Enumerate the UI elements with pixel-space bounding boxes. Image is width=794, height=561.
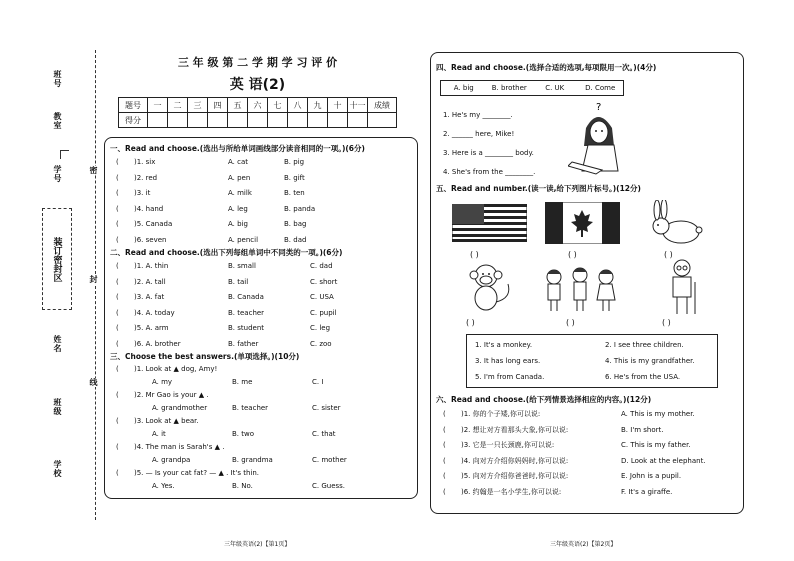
- question-text: )3. it: [134, 189, 151, 197]
- footer-page1: 三年级英语(2)【第1页】: [224, 541, 291, 548]
- option-a: A. leg: [228, 204, 248, 213]
- answer-paren[interactable]: (: [443, 487, 446, 496]
- option-d: D. Come: [585, 84, 616, 92]
- score-value-cell[interactable]: [328, 113, 348, 128]
- section5-heading: 五、Read and number.(读一读,给下列图片标号。)(12分): [436, 184, 641, 193]
- question-text: )5. 向对方介绍你爸爸时,你可以说:: [461, 472, 569, 480]
- option-b: B. bag: [284, 220, 307, 228]
- score-value-cell[interactable]: [248, 113, 268, 128]
- score-header-cell: 题号: [119, 98, 148, 113]
- answer-paren[interactable]: (: [116, 173, 119, 182]
- option-c: C. sister: [312, 404, 341, 412]
- score-header-cell: 二: [168, 98, 188, 113]
- grandfather-picture: [665, 258, 699, 316]
- section2-heading: 二、Read and choose.(选出下列每组单词中不同类的一项。)(6分): [110, 248, 343, 257]
- question-text: )2. Mr Gao is your ▲ .: [134, 391, 209, 399]
- answer-paren[interactable]: (: [116, 324, 119, 332]
- option-c: C. pupil: [310, 308, 337, 317]
- question-text: )4. A. today: [134, 308, 175, 317]
- answer-paren[interactable]: (: [443, 456, 446, 465]
- usa-flag-picture: [452, 204, 527, 242]
- s5-sentence-5: 5. I'm from Canada.: [475, 373, 545, 381]
- s4-item-4: 4. She's from the ________.: [443, 168, 536, 176]
- question-text: )1. 你的个子矮,你可以说:: [461, 410, 541, 418]
- score-header-cell: 十: [328, 98, 348, 113]
- answer-option: E. John is a pupil.: [621, 472, 682, 480]
- option-a: A. big: [228, 220, 248, 228]
- option-c: C. that: [312, 430, 336, 438]
- answer-paren[interactable]: (: [443, 441, 446, 449]
- s5-paren-4[interactable]: ( ): [466, 318, 475, 327]
- answer-option: B. I'm short.: [621, 425, 664, 434]
- option-a: A. milk: [228, 189, 252, 197]
- score-value-cell[interactable]: [148, 113, 168, 128]
- score-header-cell: 八: [288, 98, 308, 113]
- score-header-cell: 五: [228, 98, 248, 113]
- score-header-cell: 成绩: [368, 98, 397, 113]
- score-value-cell[interactable]: [188, 113, 208, 128]
- s4-item-1: 1. He's my ________.: [443, 111, 513, 119]
- answer-option: C. This is my father.: [621, 441, 691, 449]
- s5-sentence-1: 1. It's a monkey.: [475, 341, 533, 349]
- option-b: B. student: [228, 324, 265, 332]
- score-header-cell: 十一: [348, 98, 368, 113]
- answer-paren[interactable]: (: [116, 339, 119, 348]
- answer-paren[interactable]: (: [116, 308, 119, 317]
- option-b: B. ten: [284, 189, 305, 197]
- option-b: B. me: [232, 378, 253, 386]
- answer-paren[interactable]: (: [116, 220, 119, 228]
- question-text: )5. — Is your cat fat? — ▲ . It's thin.: [134, 469, 259, 477]
- answer-option: D. Look at the elephant.: [621, 456, 706, 465]
- question-text: )5. Canada: [134, 220, 173, 228]
- option-c: C. I: [312, 378, 324, 386]
- option-c: C. leg: [310, 324, 331, 332]
- option-c: C. USA: [310, 293, 334, 301]
- section5-sentence-box: [466, 334, 718, 388]
- score-header-cell: 七: [268, 98, 288, 113]
- option-c: C. zoo: [310, 339, 332, 348]
- binding-word-1: 密: [89, 166, 98, 175]
- option-b: B. gift: [284, 173, 305, 182]
- answer-paren[interactable]: (: [116, 204, 119, 213]
- answer-paren[interactable]: (: [443, 472, 446, 480]
- score-value-cell[interactable]: [168, 113, 188, 128]
- answer-paren[interactable]: (: [116, 262, 119, 270]
- seal-box: [42, 208, 72, 310]
- s5-sentence-2: 2. I see three children.: [605, 341, 684, 349]
- s5-sentence-6: 6. He's from the USA.: [605, 373, 681, 381]
- answer-paren[interactable]: (: [443, 410, 446, 418]
- s5-paren-1[interactable]: ( ): [470, 250, 479, 259]
- option-b: B. father: [228, 339, 259, 348]
- option-b: B. pig: [284, 158, 305, 166]
- svg-text:?: ?: [596, 102, 602, 113]
- option-a: A. cat: [228, 158, 248, 166]
- option-b: B. No.: [232, 482, 253, 490]
- s5-paren-2[interactable]: ( ): [568, 250, 577, 259]
- s5-sentence-3: 3. It has long ears.: [475, 357, 541, 365]
- option-c: C. dad: [310, 262, 333, 270]
- option-a: A. my: [152, 378, 173, 386]
- answer-paren[interactable]: (: [116, 443, 119, 451]
- exam-title: 三 年 级 第 二 学 期 学 习 评 价: [177, 56, 338, 69]
- answer-paren[interactable]: (: [116, 277, 119, 286]
- option-a: A. Yes.: [152, 482, 175, 490]
- question-text: )6. A. brother: [134, 339, 181, 348]
- option-c: C. Guess.: [312, 482, 346, 490]
- score-value-cell[interactable]: [288, 113, 308, 128]
- footer-page2: 三年级英语(2)【第2页】: [550, 541, 617, 548]
- option-a: A. pen: [228, 173, 251, 182]
- score-row-label: 得分: [119, 113, 148, 128]
- score-value-cell[interactable]: [348, 113, 368, 128]
- option-c: C. UK: [545, 84, 565, 92]
- three-children-picture: [540, 265, 620, 313]
- answer-paren[interactable]: (: [116, 235, 119, 244]
- score-value-cell[interactable]: [208, 113, 228, 128]
- question-text: )1. Look at ▲ dog, Amy!: [134, 365, 218, 373]
- score-value-row: [119, 113, 397, 128]
- option-c: C. short: [310, 277, 338, 286]
- answer-paren[interactable]: (: [443, 425, 446, 434]
- option-b: B. teacher: [232, 404, 269, 412]
- option-b: B. brother: [491, 84, 527, 92]
- question-text: )2. red: [134, 173, 158, 182]
- option-a: A. grandpa: [152, 456, 191, 464]
- option-b: B. dad: [284, 235, 307, 244]
- score-table: [118, 97, 397, 128]
- question-text: )4. 向对方介绍你妈妈时,你可以说:: [461, 456, 569, 465]
- section6-heading: 六、Read and choose.(给下列情景选择相应的内容。)(12分): [436, 395, 652, 404]
- score-header-row: [119, 98, 397, 113]
- question-text: )3. A. fat: [134, 293, 165, 301]
- question-text: )3. Look at ▲ bear.: [134, 417, 199, 425]
- score-header-cell: 六: [248, 98, 268, 113]
- question-text: )6. seven: [134, 235, 167, 244]
- s5-sentence-4: 4. This is my grandfather.: [605, 357, 695, 365]
- answer-paren[interactable]: (: [116, 293, 119, 301]
- binding-line: [95, 50, 96, 520]
- answer-paren[interactable]: (: [116, 391, 119, 399]
- question-text: )1. A. thin: [134, 262, 169, 270]
- option-a: A. it: [152, 430, 166, 438]
- side-label-school: 学校: [53, 460, 62, 478]
- question-text: )3. 它是一只长颈鹿,你可以说:: [461, 441, 555, 449]
- option-b: B. tail: [228, 277, 249, 286]
- question-text: )4. The man is Sarah's ▲ .: [134, 443, 225, 451]
- question-text: )1. six: [134, 158, 156, 166]
- question-text: )4. hand: [134, 204, 164, 213]
- side-label-class-no: 班号: [53, 70, 62, 88]
- score-value-cell[interactable]: [368, 113, 397, 128]
- score-value-cell[interactable]: [228, 113, 248, 128]
- binding-word-3: 线: [89, 378, 98, 387]
- question-text: )5. A. arm: [134, 324, 169, 332]
- s5-paren-3[interactable]: ( ): [664, 250, 673, 259]
- side-label-name: 姓名: [53, 335, 62, 353]
- side-label-grade: 班级: [53, 398, 62, 416]
- answer-option: F. It's a giraffe.: [621, 487, 673, 496]
- s4-item-2: 2. ______ here, Mike!: [443, 130, 515, 138]
- option-a: A. pencil: [228, 235, 259, 244]
- option-b: B. two: [232, 430, 255, 438]
- section4-options-box: [440, 80, 624, 96]
- girl-thinking-illustration: [568, 100, 628, 175]
- s5-paren-6[interactable]: ( ): [662, 318, 671, 327]
- s4-item-3: 3. Here is a ________ body.: [443, 149, 534, 157]
- side-label-student-no: 学号: [53, 165, 62, 183]
- answer-option: A. This is my mother.: [621, 410, 695, 418]
- option-b: B. small: [228, 262, 256, 270]
- binding-word-2: 封: [89, 275, 98, 284]
- score-header-cell: 三: [188, 98, 208, 113]
- section1-heading: 一、Read and choose.(选出与所给单词画线部分读音相同的一项。)(6分): [110, 144, 365, 153]
- side-label-classroom: 教室: [53, 112, 62, 130]
- exam-subject: 英 语(2): [229, 77, 286, 93]
- question-text: )6. 约翰是一名小学生,你可以说:: [461, 487, 562, 496]
- option-b: B. panda: [284, 204, 316, 213]
- answer-paren[interactable]: (: [116, 158, 119, 166]
- binding-ticks: [60, 150, 69, 159]
- rabbit-picture: [645, 200, 705, 246]
- answer-paren[interactable]: (: [116, 365, 119, 373]
- s5-paren-5[interactable]: ( ): [566, 318, 575, 327]
- option-a: A. big: [453, 84, 474, 92]
- monkey-picture: [466, 262, 516, 314]
- section3-heading: 三、Choose the best answers.(单项选择。)(10分): [110, 352, 300, 361]
- option-c: C. mother: [312, 456, 347, 464]
- answer-paren[interactable]: (: [116, 189, 119, 197]
- score-header-cell: 四: [208, 98, 228, 113]
- score-value-cell[interactable]: [268, 113, 288, 128]
- seal-label: 装订密封区: [51, 236, 62, 282]
- option-b: B. grandma: [232, 456, 273, 464]
- score-header-cell: 一: [148, 98, 168, 113]
- score-value-cell[interactable]: [308, 113, 328, 128]
- score-header-cell: 九: [308, 98, 328, 113]
- question-text: )2. 想让对方看那头大象,你可以说:: [461, 425, 569, 434]
- question-text: )2. A. tall: [134, 277, 166, 286]
- option-a: A. grandmother: [152, 404, 208, 412]
- answer-paren[interactable]: (: [116, 469, 119, 477]
- answer-paren[interactable]: (: [116, 417, 119, 425]
- option-b: B. Canada: [228, 293, 264, 301]
- option-b: B. teacher: [228, 308, 265, 317]
- section4-heading: 四、Read and choose.(选择合适的选项,每项限用一次。)(4分): [436, 63, 657, 72]
- canada-flag-picture: [545, 202, 620, 244]
